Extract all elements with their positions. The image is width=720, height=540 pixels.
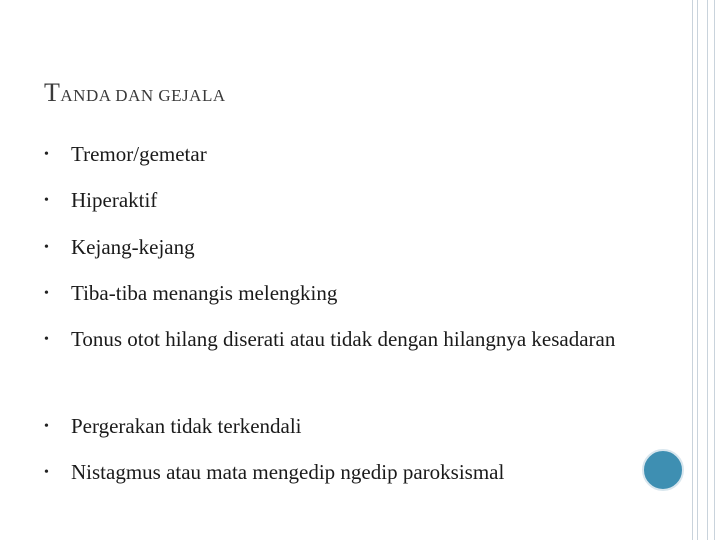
bullet-text: Tremor/gemetar xyxy=(71,142,207,166)
bullet-text: Pergerakan tidak terkendali xyxy=(71,414,302,438)
bullet-icon: • xyxy=(44,240,49,255)
bullet-text: Hiperaktif xyxy=(71,188,158,212)
bullet-icon: • xyxy=(44,419,49,434)
bullet-icon: • xyxy=(44,465,49,480)
slide-title xyxy=(44,78,226,108)
right-border-decoration xyxy=(688,0,720,540)
bullet-text: Tonus otot hilang diserati atau tidak dengan hilangnya kesadaran xyxy=(71,327,616,351)
bullet-icon: • xyxy=(44,286,49,301)
bullet-text: Nistagmus atau mata mengedip ngedip paroksismal xyxy=(71,460,505,484)
bullet-text: Tiba-tiba menangis melengking xyxy=(71,281,338,305)
slide-title-initial: T xyxy=(44,78,61,107)
decorative-circle xyxy=(642,449,684,491)
slide-title-rest: ANDA DAN GEJALA xyxy=(60,86,226,105)
bullet-icon: • xyxy=(44,193,49,208)
bullet-icon: • xyxy=(44,147,49,162)
bullet-text: Kejang-kejang xyxy=(71,235,195,259)
bullet-icon: • xyxy=(44,332,49,347)
